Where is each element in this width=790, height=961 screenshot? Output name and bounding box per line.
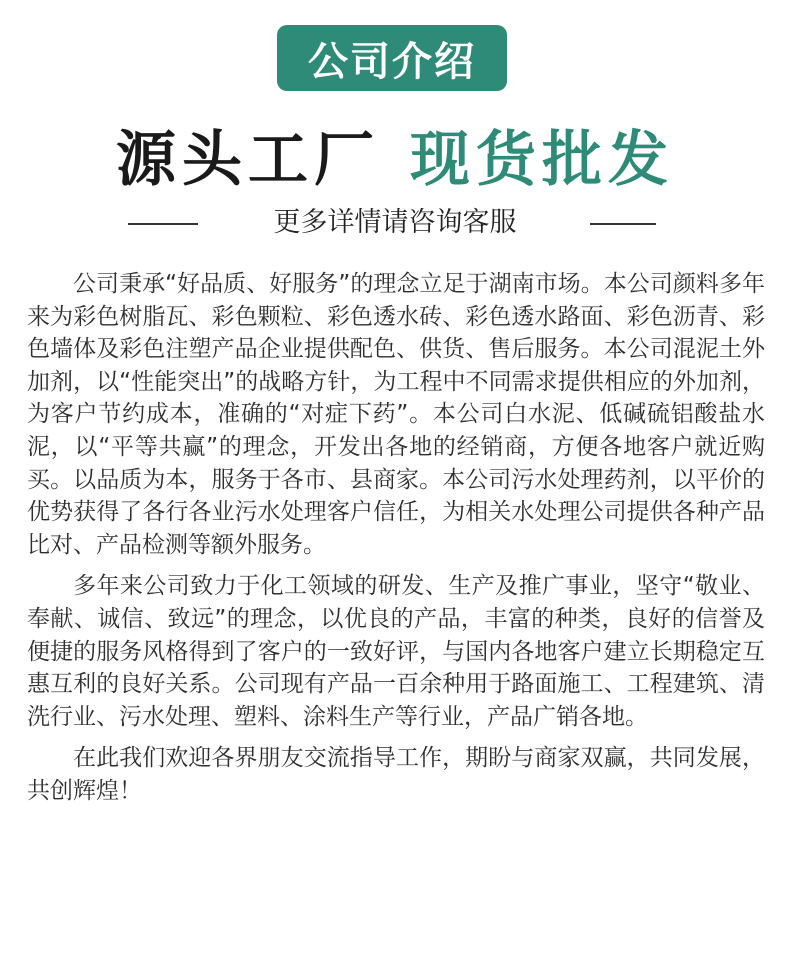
paragraph-3: 在此我们欢迎各界朋友交流指导工作，期盼与商家双赢，共同发展，共创辉煌！ [27,745,765,804]
headline-part2: 现货批发 [410,125,674,195]
subtitle-divider-right [590,223,656,225]
subtitle: 更多详情请咨询客服 [273,207,517,238]
paragraph-2: 多年来公司致力于化工领域的研发、生产及推广事业，坚守“敬业、奉献、诚信、致远”的理念，以优良的产品，丰富的种类，良好的信誉及便捷的服务风格得到了客户的一致好评，与国内各地客户建立长期稳定互惠互利的良好关系。公司现有产品一百余种用于路面施工、工程建筑、清洗行业、污水处理、塑料、涂料生产等行业，产品广销各地。 [27,573,765,730]
paragraph-1: 公司秉承“好品质、好服务”的理念立足于湖南市场。本公司颜料多年来为彩色树脂瓦、彩色颗粒、彩色透水砖、彩色透水路面、彩色沥青、彩色墙体及彩色注塑产品企业提供配色、供货、售后服务。本公司混泥土外加剂，以“性能突出”的战略方针，为工程中不同需求提供相应的外加剂，为客户节约成本，准确的“对症下药”。本公司白水泥、低碱硫铝酸盐水泥，以“平等共赢”的理念，开发出各地的经销商，方便各地客户就近购买。以品质为本，服务于各市、县商家。本公司污水处理药剂，以平价的优势获得了各行各业污水处理客户信任，为相关水处理公司提供各种产品比对、产品检测等额外服务。 [27,271,765,558]
section-badge: 公司介绍 [277,25,507,91]
headline [0,122,790,198]
headline-part1: 源头工厂 [116,125,380,195]
company-description [27,268,765,817]
subtitle-row [0,200,790,246]
